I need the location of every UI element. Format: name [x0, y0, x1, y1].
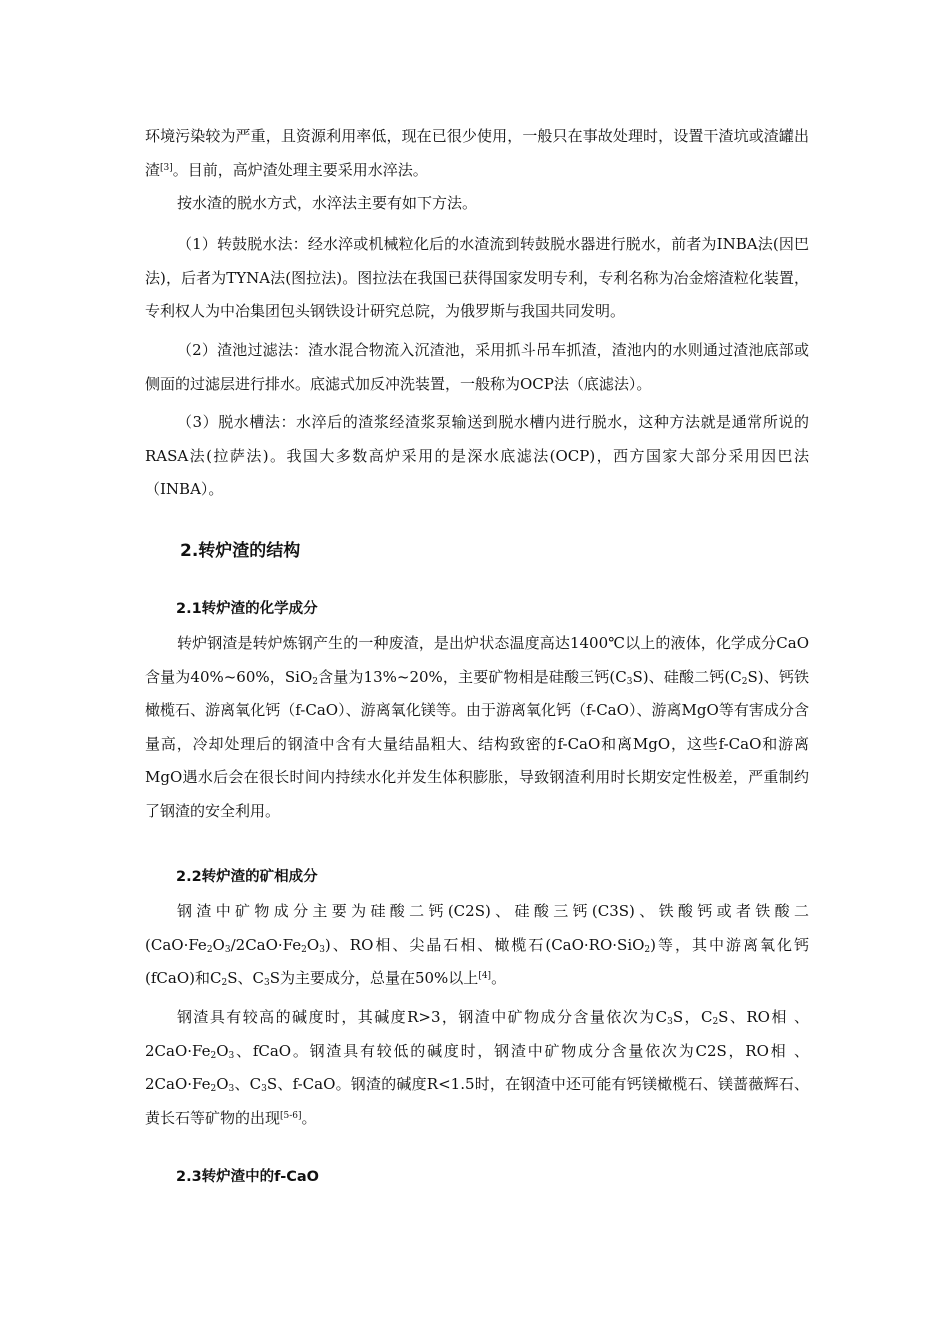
- text-run: S)、硅酸二钙(C: [632, 667, 742, 686]
- text-run: O: [306, 935, 320, 954]
- section-2-1-heading: 2.1转炉渣的化学成分: [176, 601, 318, 617]
- text-run: 。: [491, 969, 507, 987]
- subscript: 3: [263, 978, 270, 988]
- text-run: O: [216, 1041, 229, 1060]
- method-3-paragraph: （3）脱水槽法：水淬后的渣浆经渣浆泵输送到脱水槽内进行脱水，这种方法就是通常所说的RASA法(拉萨法)。我国大多数高炉采用的是深水底滤法(OCP)，西方国家大部分采用因巴法（INBA）。: [145, 413, 809, 498]
- subscript: 2: [210, 1050, 217, 1061]
- subscript: 3: [228, 1050, 235, 1061]
- text-run: O: [216, 1075, 229, 1093]
- section-2-2-paragraph-2: [145, 1001, 809, 1135]
- subscript: 2: [644, 944, 651, 955]
- subscript: 2: [210, 1084, 217, 1094]
- subscript: 3: [626, 676, 633, 687]
- citation-4: [4]: [478, 971, 492, 981]
- text-run: S为主要成分，总量在50%以上: [269, 969, 479, 987]
- text-run: 、fCaO。钢渣具有较低的碱度时，钢渣中矿物成分含量依次为C2S，RO相 、2CaO·Fe: [145, 1041, 809, 1093]
- text-run: 、C: [234, 1075, 262, 1093]
- subscript: 3: [667, 1017, 673, 1027]
- subscript: 2: [312, 676, 319, 687]
- subscript: 2: [712, 1017, 719, 1027]
- subscript: 3: [319, 944, 325, 955]
- citation-5-6: [5-6]: [280, 1110, 302, 1121]
- subscript: 2: [301, 944, 307, 955]
- section-2-3-heading: 2.3转炉渣中的f-CaO: [176, 1169, 320, 1185]
- text-run: S，C: [672, 1008, 713, 1026]
- section-2-2-paragraph-1: [145, 895, 809, 996]
- method-1-paragraph: （1）转鼓脱水法：经水淬或机械粒化后的水渣流到转鼓脱水器进行脱水，前者为INBA法(因巴法)，后者为TYNA法(图拉法)。图拉法在我国已获得国家发明专利，专利名称为冶金熔渣粒化装置，专利权人为中冶集团包头钢铁设计研究总院，为俄罗斯与我国共同发明。: [145, 235, 809, 320]
- text-run: S、f-CaO。钢渣的碱度R<1.5时，在钢渣中还可能有钙镁橄榄石、镁蔷薇辉石、黄长石等矿物的出现: [145, 1075, 809, 1127]
- subscript: 3: [228, 1084, 235, 1094]
- subscript: 2: [221, 978, 228, 988]
- text-run: 转炉钢渣是转炉炼钢产生的一种废渣，是出炉状态温度高达1400℃以上的液体，化学成分CaO含量为40%~60%，SiO: [145, 634, 809, 686]
- text-run: S、RO相 、2CaO·Fe: [145, 1008, 809, 1060]
- method-2-paragraph: （2）渣池过滤法：渣水混合物流入沉渣池，采用抓斗吊车抓渣，渣池内的水则通过渣池底部或侧面的过滤层进行排水。底滤式加反冲洗装置，一般称为OCP法（底滤法）。: [145, 341, 809, 393]
- section-2-heading: 2.转炉渣的结构: [180, 541, 301, 561]
- text-run: 。目前，高炉渣处理主要采用水淬法。: [172, 160, 428, 179]
- intro-paragraph-1: [145, 120, 809, 187]
- text-run: 钢渣具有较高的碱度时，其碱度R>3，钢渣中矿物成分含量依次为C: [177, 1008, 668, 1026]
- subscript: 3: [224, 944, 231, 955]
- text-run: 含量为13%~20%，主要矿物相是硅酸三钙(C: [318, 667, 627, 686]
- intro-paragraph-2: 按水渣的脱水方式，水淬法主要有如下方法。: [177, 194, 478, 212]
- subscript: 3: [261, 1084, 267, 1094]
- text-run: 钢渣中矿物成分主要为硅酸二钙(C2S)、硅酸三钙(C3S)、铁酸钙或者铁酸二(CaO·Fe: [145, 902, 809, 954]
- text-run: 。: [301, 1108, 317, 1127]
- subscript: 2: [206, 944, 213, 955]
- text-run: )、RO相、尖晶石相、橄榄石(CaO·RO·SiO: [324, 935, 645, 954]
- section-2-1-paragraph: [145, 627, 809, 828]
- text-run: S、C: [227, 969, 264, 987]
- text-run: O: [212, 935, 225, 954]
- text-run: )等，其中游离氧化钙(fCaO)和C: [145, 935, 809, 987]
- text-run: 环境污染较为严重，且资源利用率低，现在已很少使用，一般只在事故处理时，设置干渣坑或渣罐出渣: [145, 127, 809, 179]
- citation-3: [3]: [160, 162, 173, 173]
- text-run: /2CaO·Fe: [230, 935, 302, 954]
- section-2-2-heading: 2.2转炉渣的矿相成分: [176, 869, 318, 885]
- subscript: 2: [741, 676, 748, 687]
- text-run: S)、钙铁橄榄石、游离氧化钙（f-CaO）、游离氧化镁等。由于游离氧化钙（f-CaO）、游离MgO等有害成分含量高，冷却处理后的钢渣中含有大量结晶粗大、结构致密的f-CaO和离MgO，这些f-CaO和游离MgO遇水后会在很长时间内持续水化并发生体积膨胀，导致钢渣利用时长期安定性极差，严重制约了钢渣的安全利用。: [145, 667, 809, 820]
